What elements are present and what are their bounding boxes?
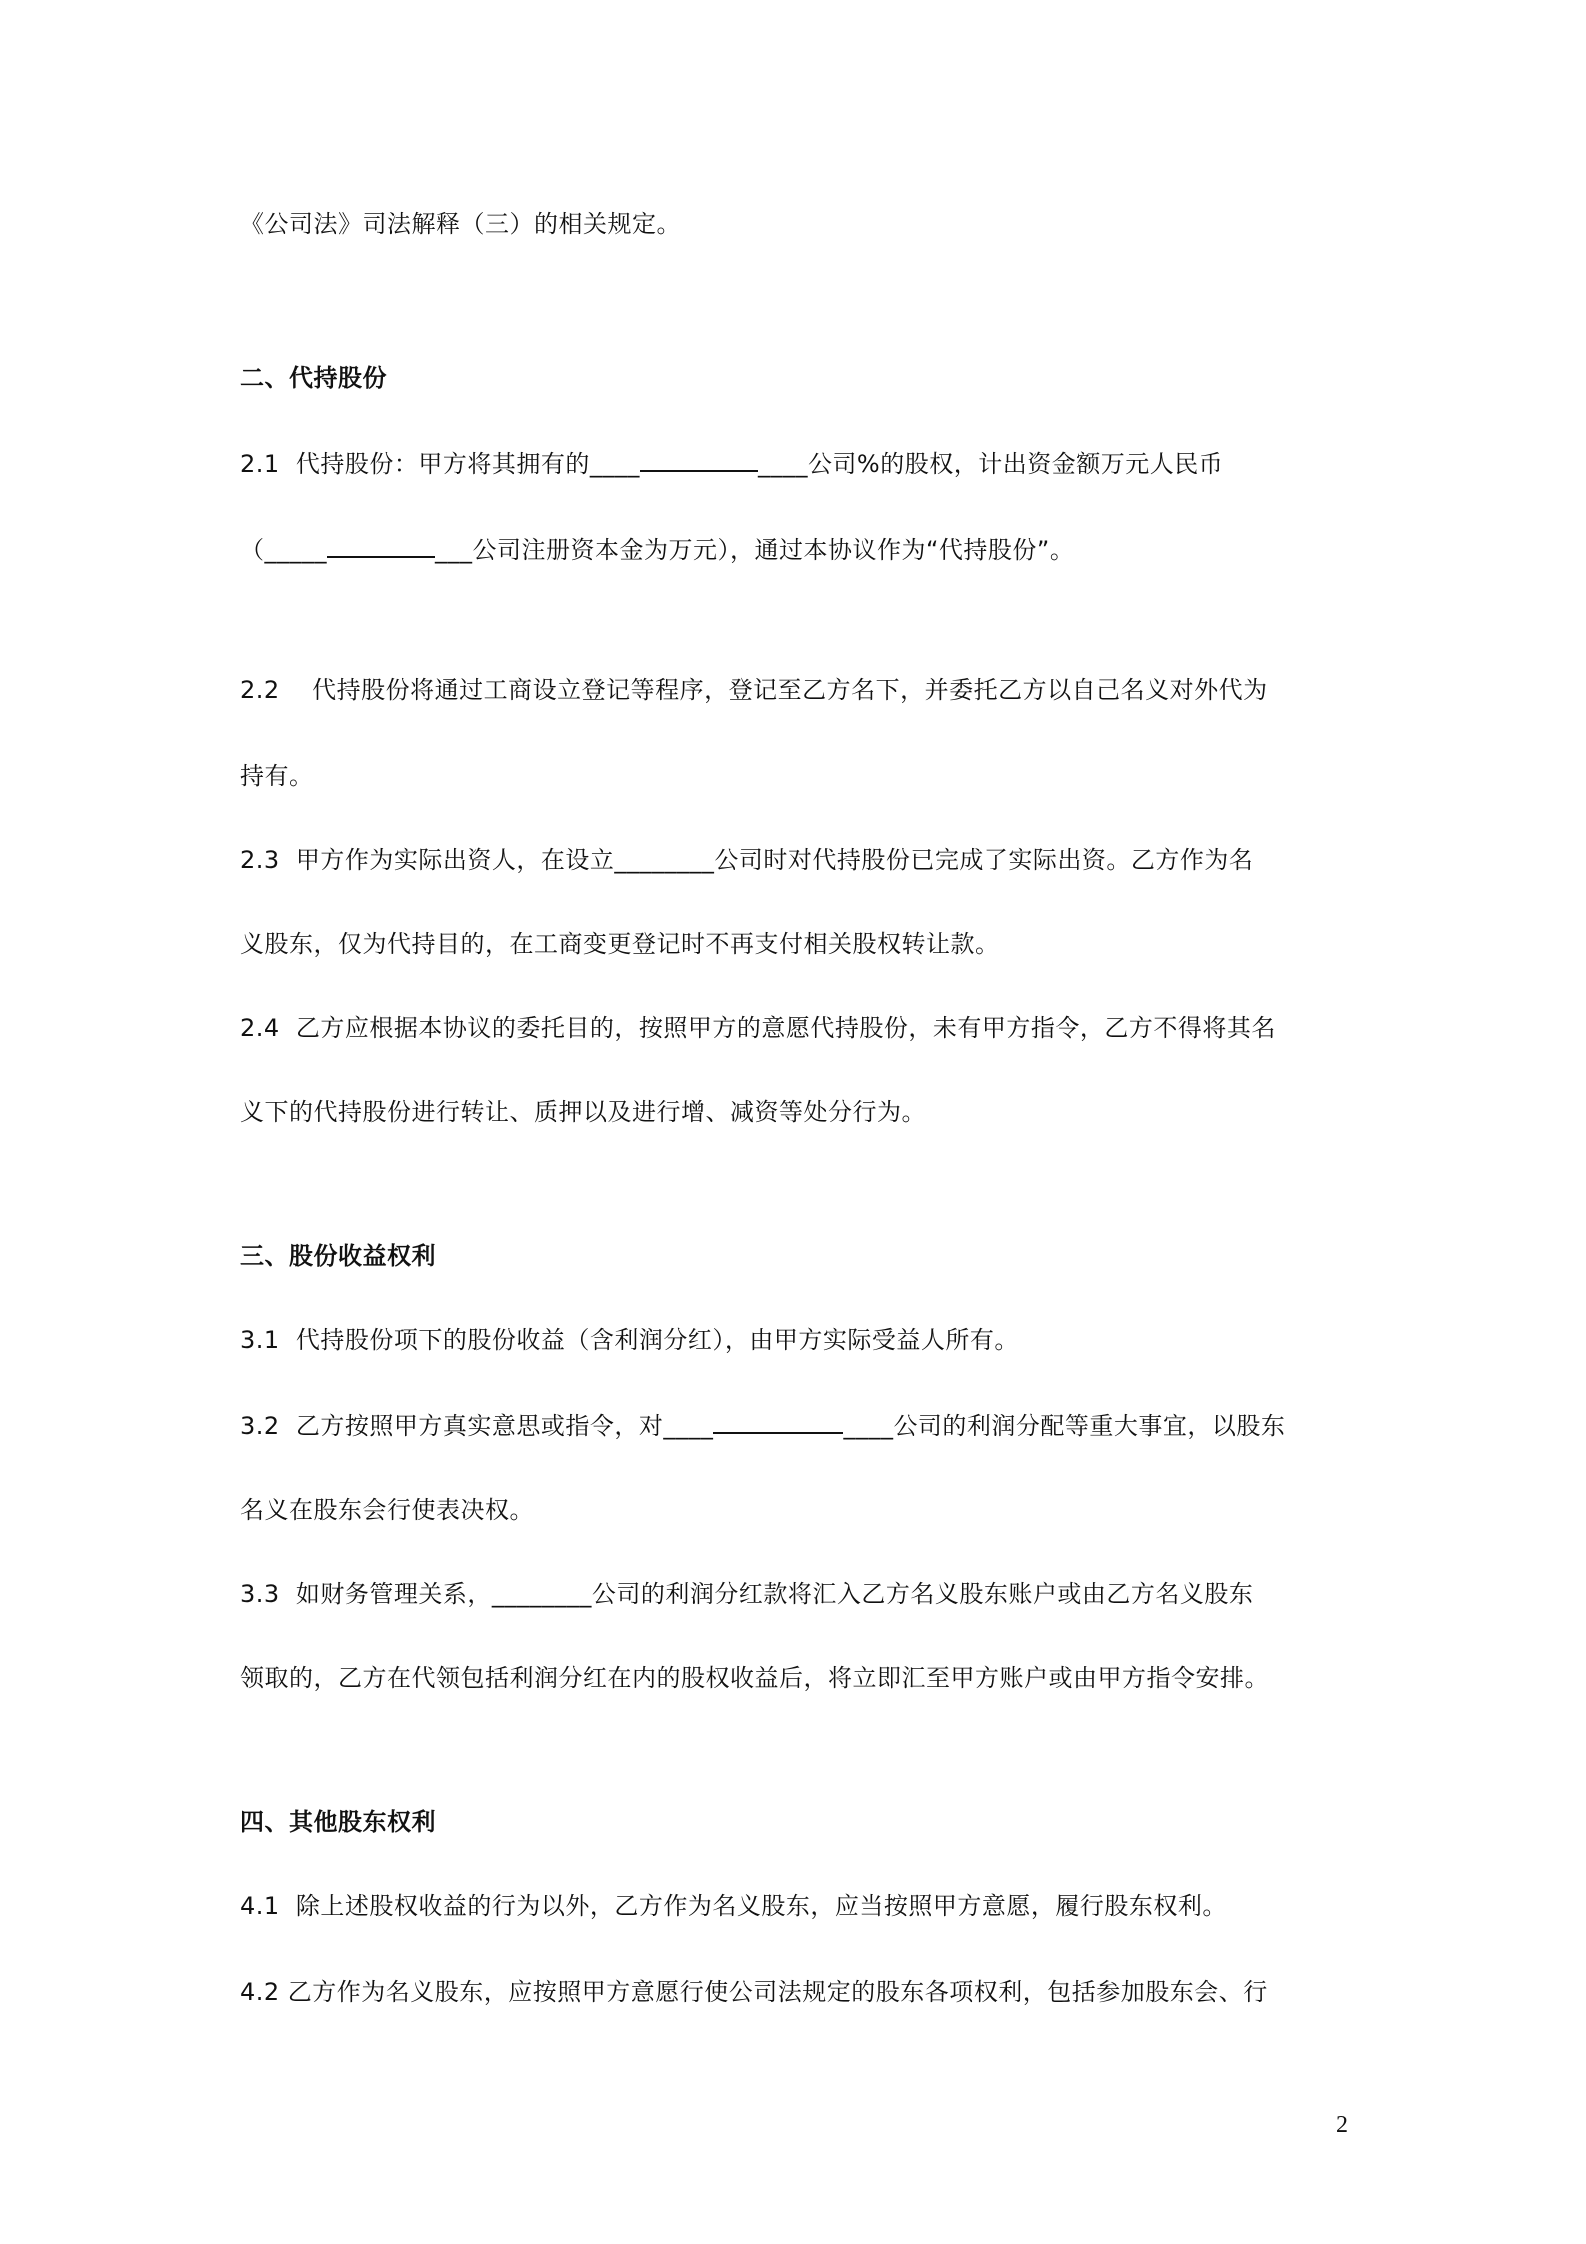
clause-2-3-line-2: 义股东，仅为代持目的，在工商变更登记时不再支付相关股权转让款。 <box>240 930 1000 958</box>
clause-4-2-line-1: 4.2 乙方作为名义股东，应按照甲方意愿行使公司法规定的股东各项权利，包括参加股东会、行 <box>240 1978 1268 2006</box>
blank-underline <box>640 450 758 472</box>
clause-2-3-line-1: 2.3 甲方作为实际出资人，在设立________公司时对代持股份已完成了实际出资。乙方作为名 <box>240 846 1254 874</box>
clause-2-2-line-1: 2.2 代持股份将通过工商设立登记等程序，登记至乙方名下，并委托乙方以自己名义对外代为 <box>240 676 1268 704</box>
clause-3-2-text-a: 3.2 乙方按照甲方真实意思或指令，对____ <box>240 1412 714 1440</box>
page-number: 2 <box>1336 2112 1348 2138</box>
section-4-heading: 四、其他股东权利 <box>240 1808 436 1836</box>
paragraph-law-reference: 《公司法》司法解释（三）的相关规定。 <box>240 210 681 238</box>
section-2-heading: 二、代持股份 <box>240 364 387 392</box>
clause-2-1-text-b: ____公司%的股权，计出资金额万元人民币 <box>757 450 1224 478</box>
clause-2-1-line-1 <box>240 448 1223 480</box>
clause-2-1-line-2 <box>240 534 1074 566</box>
section-3-heading: 三、股份收益权利 <box>240 1242 436 1270</box>
clause-2-4-line-1: 2.4 乙方应根据本协议的委托目的，按照甲方的意愿代持股份，未有甲方指令，乙方不得将其名 <box>240 1014 1276 1042</box>
clause-2-4-line-2: 义下的代持股份进行转让、质押以及进行增、减资等处分行为。 <box>240 1098 926 1126</box>
blank-underline <box>327 536 435 558</box>
clause-3-2-line-1 <box>240 1410 1285 1442</box>
clause-4-1: 4.1 除上述股权收益的行为以外，乙方作为名义股东，应当按照甲方意愿，履行股东权利。 <box>240 1892 1227 1920</box>
clause-3-3-line-2: 领取的，乙方在代领包括利润分红在内的股权收益后，将立即汇至甲方账户或由甲方指令安排。 <box>240 1664 1269 1692</box>
clause-2-1-text-d: ___公司注册资本金为万元），通过本协议作为“代持股份”。 <box>435 536 1075 564</box>
clause-3-3-line-1: 3.3 如财务管理关系，________公司的利润分红款将汇入乙方名义股东账户或由乙方名义股东 <box>240 1580 1254 1608</box>
clause-2-1-text-c: （_____ <box>240 536 327 564</box>
clause-2-1-text-a: 2.1 代持股份：甲方将其拥有的____ <box>240 450 640 478</box>
clause-3-1: 3.1 代持股份项下的股份收益（含利润分红），由甲方实际受益人所有。 <box>240 1326 1019 1354</box>
blank-underline <box>713 1412 843 1434</box>
clause-3-2-text-b: ____公司的利润分配等重大事宜，以股东 <box>843 1412 1286 1440</box>
clause-3-2-line-2: 名义在股东会行使表决权。 <box>240 1496 534 1524</box>
clause-2-2-line-2: 持有。 <box>240 762 314 790</box>
